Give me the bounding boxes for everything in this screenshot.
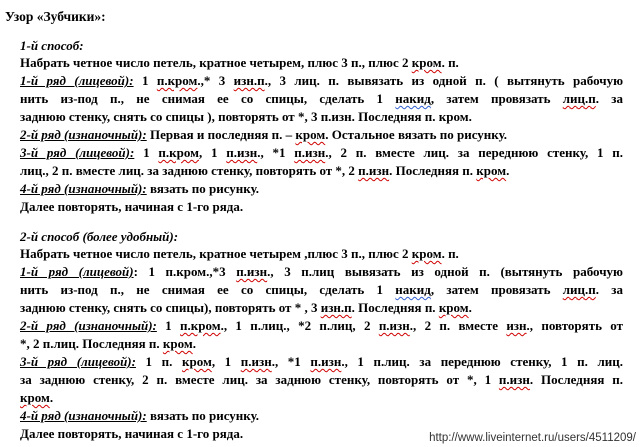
method2-repeat: Далее повторять, начиная с 1-го ряда.: [20, 426, 244, 441]
method1-row3-line2: лиц., 2 п. вместе лиц. за заднюю стенку, повторять от *, 2 п.изн. Последняя п. кром.: [20, 163, 510, 178]
method2-row1-line2: нить из-под п., не снимая ее со спицы, сделать 1 накид, затем провязать лиц.п. за: [20, 282, 624, 297]
method2-row2-line1: 2-й ряд (изнаночный): 1 п.кром., 1 п.лиц., *2 п.лиц, 2 п.изн., 2 п. вместе изн., повторять от: [20, 318, 623, 333]
method2-row3-line1: 3-й ряд (лицевой): 1 п. кром, 1 п.изн., *1 п.изн., 1 п.лиц. за переднюю стенку, 1 п. лиц.: [20, 354, 624, 369]
method2-row3-line2: за заднюю стенку, 2 п. вместе лиц. за заднюю стенку, повторять от *, 1 п.изн. Последняя п.: [20, 372, 623, 387]
method1-row1-line1: 1-й ряд (лицевой): 1 п.кром.,* 3 изн.п., 3 лиц. п. вывязать из одной п. ( вытянуть рабочую: [20, 73, 624, 88]
method2-row2-line2: *, 2 п.лиц. Последняя п. кром.: [20, 336, 196, 351]
method2-row4: 4-й ряд (изнаночный): вязать по рисунку.: [20, 408, 260, 423]
method1-row1-line3: заднюю стенку, снять со спицы ), повторять от *, 3 п.изн. Последняя п. кром.: [20, 109, 472, 124]
method2-row4-label: 4-й ряд (изнаночный):: [20, 408, 147, 423]
method1-row1-label: 1-й ряд (лицевой):: [20, 73, 134, 88]
method2-row2-label: 2-й ряд (изнаночный):: [20, 318, 157, 333]
method2-row1-line1: 1-й ряд (лицевой): 1 п.кром.,*3 п.изн., 3 п.лиц вывязать из одной п. (вытянуть рабочую: [20, 264, 623, 279]
method2-row1-line3: заднюю стенку, снять со спицы), повторять от * , 3 изн.п. Последняя п. кром.: [20, 300, 472, 315]
method2-row3-label: 3-й ряд (лицевой):: [20, 354, 136, 369]
method2-row1-label: 1-й ряд (лицевой): [20, 264, 134, 279]
method1-row4: 4-й ряд (изнаночный): вязать по рисунку.: [20, 181, 260, 196]
method1-row4-label: 4-й ряд (изнаночный):: [20, 181, 147, 196]
method1-row3-label: 3-й ряд (лицевой):: [20, 145, 135, 160]
method1-repeat: Далее повторять, начиная с 1-го ряда.: [20, 199, 244, 214]
method1-row2-label: 2-й ряд (изнаночный):: [20, 127, 147, 142]
method1-cast-on: Набрать четное число петель, кратное четырем, плюс 3 п., плюс 2 кром. п.: [20, 55, 459, 70]
method2-cast-on: Набрать четное число петель, кратное четырем ,плюс 3 п., плюс 2 кром. п.: [20, 246, 459, 261]
page-title: Узор «Зубчики»:: [5, 9, 106, 24]
method2-row3-line3: кром.: [20, 390, 54, 405]
method1-heading: 1-й способ:: [20, 38, 84, 53]
source-watermark: http://www.liveinternet.ru/users/4511209/: [429, 432, 636, 444]
method1-row3-line1: 3-й ряд (лицевой): 1 п.кром, 1 п.изн., *1 п.изн., 2 п. вместе лиц. за переднюю стенку, 1 п.: [20, 145, 624, 160]
method2-heading: 2-й способ (более удобный):: [20, 229, 179, 244]
method1-row1-line2: нить из-под п., не снимая ее со спицы, сделать 1 накид, затем провязать лиц.п. за: [20, 91, 624, 106]
method1-row2: 2-й ряд (изнаночный): Первая и последняя п. – кром. Остальное вязать по рисунку.: [20, 127, 508, 142]
